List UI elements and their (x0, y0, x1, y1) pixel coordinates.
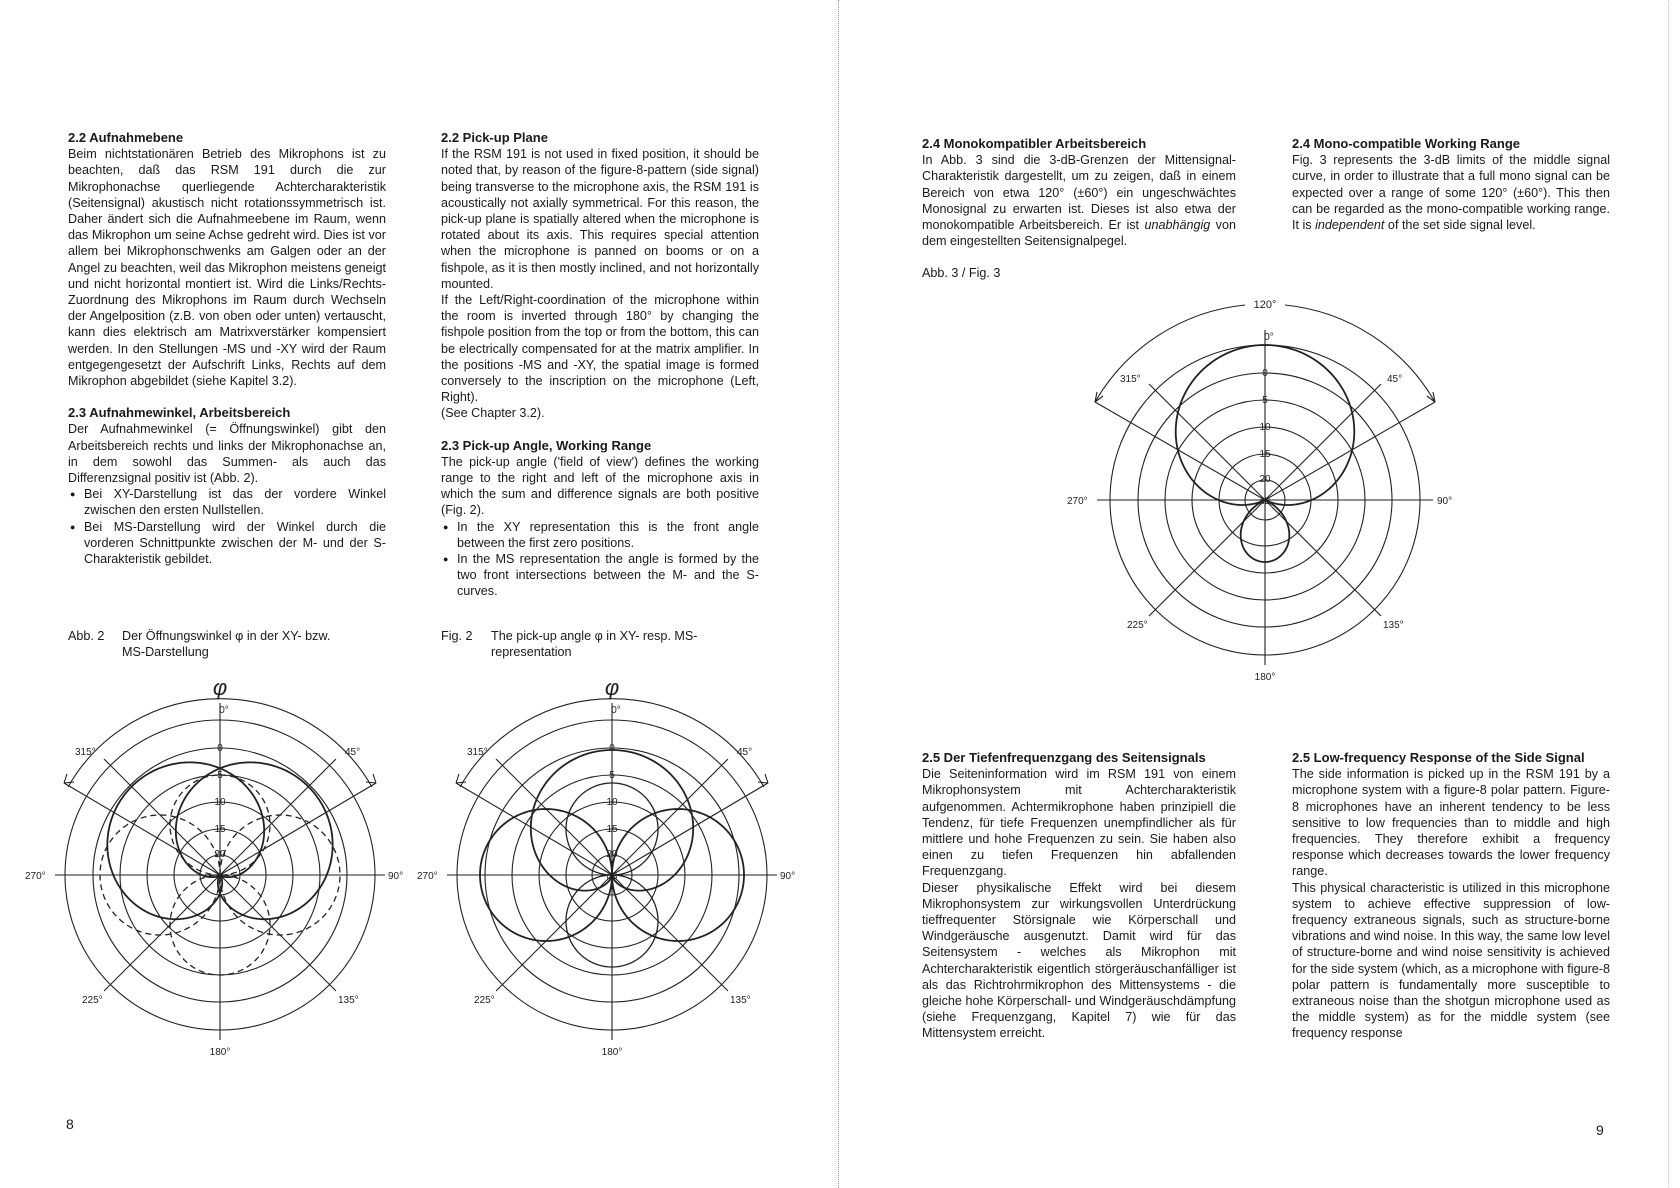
right-col-german-top (922, 136, 1236, 282)
arrow-head (1095, 392, 1103, 402)
ring-label: 5 (1262, 395, 1268, 406)
ring-label: 20 (606, 849, 618, 860)
angle-label: 315° (467, 747, 488, 758)
ring-label: 10 (1259, 422, 1271, 433)
ring-label: 20 (1259, 474, 1271, 485)
text-run-italic: unabhängig (1144, 218, 1211, 233)
mono-angle-ray (1265, 402, 1435, 500)
angle-label: 180° (209, 1047, 231, 1058)
left-col-english (441, 130, 759, 600)
angle-label: 45° (737, 747, 753, 758)
angle-label: 90° (780, 871, 796, 882)
page-gutter (838, 0, 839, 1188)
caption-line: The pick-up angle φ in XY- resp. MS- (491, 629, 698, 643)
paragraph-2-5-en-b: This physical characteristic is utilized in this microphone system to achieve effective suppression of low-frequency extraneous signals, such as structure-borne vibrations and wind noise. In this way, the same low level of structure-borne and wind noise sensitivity is achieved for the side system (which, as a microphone with figure-8 polar pattern is fundamentally more susceptible to extraneous noise than the shotgun microphone used as the middle system) as for the middle system (see frequency response (1292, 880, 1610, 1041)
phi-symbol: φ (212, 675, 228, 700)
polar-diagram-ms (412, 675, 812, 1075)
angle-label: 225° (82, 995, 103, 1006)
heading-2-3-de: 2.3 Aufnahmewinkel, Arbeitsbereich (68, 405, 291, 421)
right-col-english-bottom (1292, 750, 1610, 1042)
angle-label: 135° (338, 995, 359, 1006)
bullet-item: ● In the XY representation this is the front angle between the first zero positions. (441, 519, 759, 551)
ring-label: 15 (214, 824, 226, 835)
heading-2-4-en: 2.4 Mono-compatible Working Range (1292, 136, 1521, 151)
caption-line: Der Öffnungswinkel φ in der XY- bzw. (122, 629, 331, 643)
text-run: von dem eingestellten Seitensignalpegel. (922, 218, 1236, 249)
paragraph-2-4-en (1292, 152, 1610, 233)
ring-label: 15 (1259, 449, 1271, 460)
arrow-head (1427, 392, 1435, 402)
bullet-item: ● Bei MS-Darstellung wird der Winkel durch die vorderen Schnittpunkte zwischen der M- und der S- Charakteristik gebildet. (68, 519, 386, 568)
heading-2-5-en: 2.5 Low-frequency Response of the Side Signal (1292, 750, 1585, 765)
angle-label: 0° (1264, 332, 1274, 343)
caption-number: Abb. 2 (68, 629, 105, 643)
heading-2-5-de: 2.5 Der Tiefenfrequenzgang des Seitensignals (922, 750, 1206, 765)
angle-label: 45° (1387, 374, 1403, 385)
ring-label: 5 (217, 770, 223, 781)
angle-label: 270° (1067, 496, 1088, 507)
paragraph-2-2-en: If the RSM 191 is not used in fixed position, it should be noted that, by reason of the figure-8-pattern (side signal) being transverse to the microphone axis, the RSM 191 is acoustically not axially symmetrical. For this reason, the pick-up plane is spatially altered when the microphone is rotated about its axis. This requires special attention when the microphone is panned on booms or on a fishpole, as it is then mostly inclined, and not horizontally mounted. (441, 147, 759, 291)
page-number-left: 8 (66, 1116, 74, 1132)
paragraph-2-5-de: Die Seiteninformation wird im RSM 191 von einem Mikrophonsystem mit Achtercharakteristik aufgenommen. Achtermikrophone haben prinzipiell die Tendenz, für tiefe Frequenzen unempfindlicher als für mittlere und hohe Frequenzen zu sein. Sie haben also einen zu tiefen Frequenzen hin abfallenden Frequenzgang. (922, 767, 1236, 879)
left-col-german (68, 130, 386, 567)
angle-label: 135° (730, 995, 751, 1006)
angle-label: 225° (474, 995, 495, 1006)
ring-label: 0 (609, 743, 615, 754)
caption-number: Fig. 2 (441, 629, 473, 643)
bullet-list-en (441, 519, 759, 600)
ring-label: 5 (609, 770, 615, 781)
polar-diagram-mono (1065, 300, 1465, 700)
mono-angle-ray (1095, 402, 1265, 500)
text-run: Fig. 3 represents the 3-dB limits of the middle signal curve, in order to illustrate that a full mono signal can be expected over a range of some 120° (±60°). This then can be regarded as the mono-compatible working range. It is (1292, 153, 1610, 233)
ring-label: 20 (214, 849, 226, 860)
caption-line: representation (491, 645, 572, 660)
heading-2-3-en: 2.3 Pick-up Angle, Working Range (441, 437, 652, 453)
figure-caption-abb3: Abb. 3 / Fig. 3 (922, 266, 1001, 281)
bullet-list-de (68, 486, 386, 567)
paragraph-2-2-en-b: If the Left/Right-coordination of the microphone within the room is inverted through 180° by changing the fishpole position from the top or from the bottom, this can be electrically compensated for at the matrix amplifier. In the positions -MS and -XY, the spatial image is formed conversely to the inscription on the microphone (Left, Right). (441, 293, 759, 405)
ring-label: 10 (214, 797, 226, 808)
heading-2-2-en: 2.2 Pick-up Plane (441, 130, 548, 145)
arrow-head (456, 774, 466, 783)
text-run-italic: independent (1315, 218, 1385, 233)
ring-label: 0 (217, 743, 223, 754)
center-label: dB (606, 871, 618, 881)
ring-label: 0 (1262, 368, 1268, 379)
center-label: dB (1259, 496, 1271, 506)
phi-symbol: φ (604, 675, 620, 700)
right-col-english-top (1292, 136, 1610, 233)
text-run: of the set side signal level. (1384, 218, 1536, 233)
paragraph-2-3-de: Der Aufnahmewinkel (= Öffnungswinkel) gibt den Arbeitsbereich rechts und links der Mikrophonachse an, in dem sowohl das Summen- als auch das Differenzsignal positiv ist (Abb. 2). (68, 422, 386, 486)
bullet-item: ● Bei XY-Darstellung ist das der vordere Winkel zwischen den ersten Nullstellen. (68, 486, 386, 518)
angle-label: 180° (1254, 672, 1276, 683)
angle-label: 0° (219, 705, 229, 716)
angle-label: 180° (601, 1047, 623, 1058)
ring-label: 15 (606, 824, 618, 835)
paragraph-2-2-de: Beim nichtstationären Betrieb des Mikrophons ist zu beachten, daß das RSM 191 durch die zur Mikrophonachse querliegende Achtercharakteristik (Seitensignal) akustisch nicht rotationssymmetrisch ist. Daher ändert sich die Aufnahmeebene im Raum, wenn das Mikrophon um seine Achse gedreht wird. Dies ist vor allem bei Mikrophonschwenks am Galgen oder an der Angel zu beachten, weil das Mikrophon meistens geneigt und nicht horizontal montiert ist. Wird die Links/Rechts-Zuordnung des Mikrophons im Raum durch Wechseln der Angelposition (z.B. von oben oder unten) vertauscht, kann dies elektrisch am Matrixverstärker kompensiert werden. In den Stellungen -MS und -XY wird der Raum entgegengesetzt der Aufschrift Links, Rechts auf dem Mikrophon abgebildet (siehe Kapitel 3.2). (68, 147, 386, 389)
paragraph-2-5-de-b: Dieser physikalische Effekt wird bei diesem Mikrophonsystem zur wirkungsvollen Unterdrückung tieffrequenter Störsignale wie Körperschall und Windgeräusche ausgenutzt. Damit wird für das Seitensystem - welches als Mikrophon mit Achtercharakteristik eigentlich störgeräuschanfälliger ist als das Richtrohrmikrophon des Mittensystems - die gleiche hohe Körperschall- und Windgeräuschdämpfung (siehe Frequenzgang, Kapitel 7) wie für das Mittensystem erreicht. (922, 880, 1236, 1041)
page-edge (1668, 0, 1669, 1188)
angle-label: 45° (345, 747, 361, 758)
angle-label: 315° (75, 747, 96, 758)
polar-diagram-xy (20, 675, 420, 1075)
paragraph-2-5-en: The side information is picked up in the RSM 191 by a microphone system with a figure-8 polar pattern. Figure-8 microphones have an inherent tendency to be less sensitive to low frequencies than to middle and high frequencies. They therefore exhibit a frequency response which decreases towards the lower frequency range. (1292, 767, 1610, 879)
heading-2-2-de: 2.2 Aufnahmebene (68, 130, 184, 145)
paragraph-2-4-de (922, 152, 1236, 249)
angle-label: 0° (611, 705, 621, 716)
mono-angle-label: 120° (1253, 300, 1277, 311)
angle-label: 315° (1120, 374, 1141, 385)
figure-caption-fig2 (441, 628, 771, 660)
right-col-german-bottom (922, 750, 1236, 1042)
angle-label: 270° (25, 871, 46, 882)
text-run: In Abb. 3 sind die 3-dB-Grenzen der Mittensignal-Charakteristik dargestellt, um zu zeigen, daß in einem Bereich von etwa 120° (±60°) ein ungeschwächtes Monosignal zu erwarten ist. Dieses ist also etwa der monokompatible Arbeitsbereich. Er ist (922, 153, 1236, 233)
heading-2-4-de: 2.4 Monokompatibler Arbeitsbereich (922, 136, 1147, 151)
arrow-head (758, 774, 768, 783)
figure-caption-abb2 (68, 628, 398, 660)
paragraph-2-2-en-c: (See Chapter 3.2). (441, 406, 545, 421)
paragraph-2-3-en: The pick-up angle ('field of view') defines the working range to the right and left of the microphone axis in which the sum and difference signals are both positive (Fig. 2). (441, 454, 759, 518)
caption-line: MS-Darstellung (122, 645, 209, 660)
page-number-right: 9 (1596, 1122, 1604, 1138)
bullet-item: ● In the MS representation the angle is formed by the two front intersections between the M- and the S-curves. (441, 551, 759, 600)
arrow-head (64, 774, 74, 783)
angle-label: 90° (1437, 496, 1453, 507)
angle-label: 90° (388, 871, 404, 882)
ring-label: 10 (606, 797, 618, 808)
angle-label: 270° (417, 871, 438, 882)
angle-label: 225° (1127, 620, 1148, 631)
arrow-head (366, 774, 376, 783)
angle-label: 135° (1383, 620, 1404, 631)
